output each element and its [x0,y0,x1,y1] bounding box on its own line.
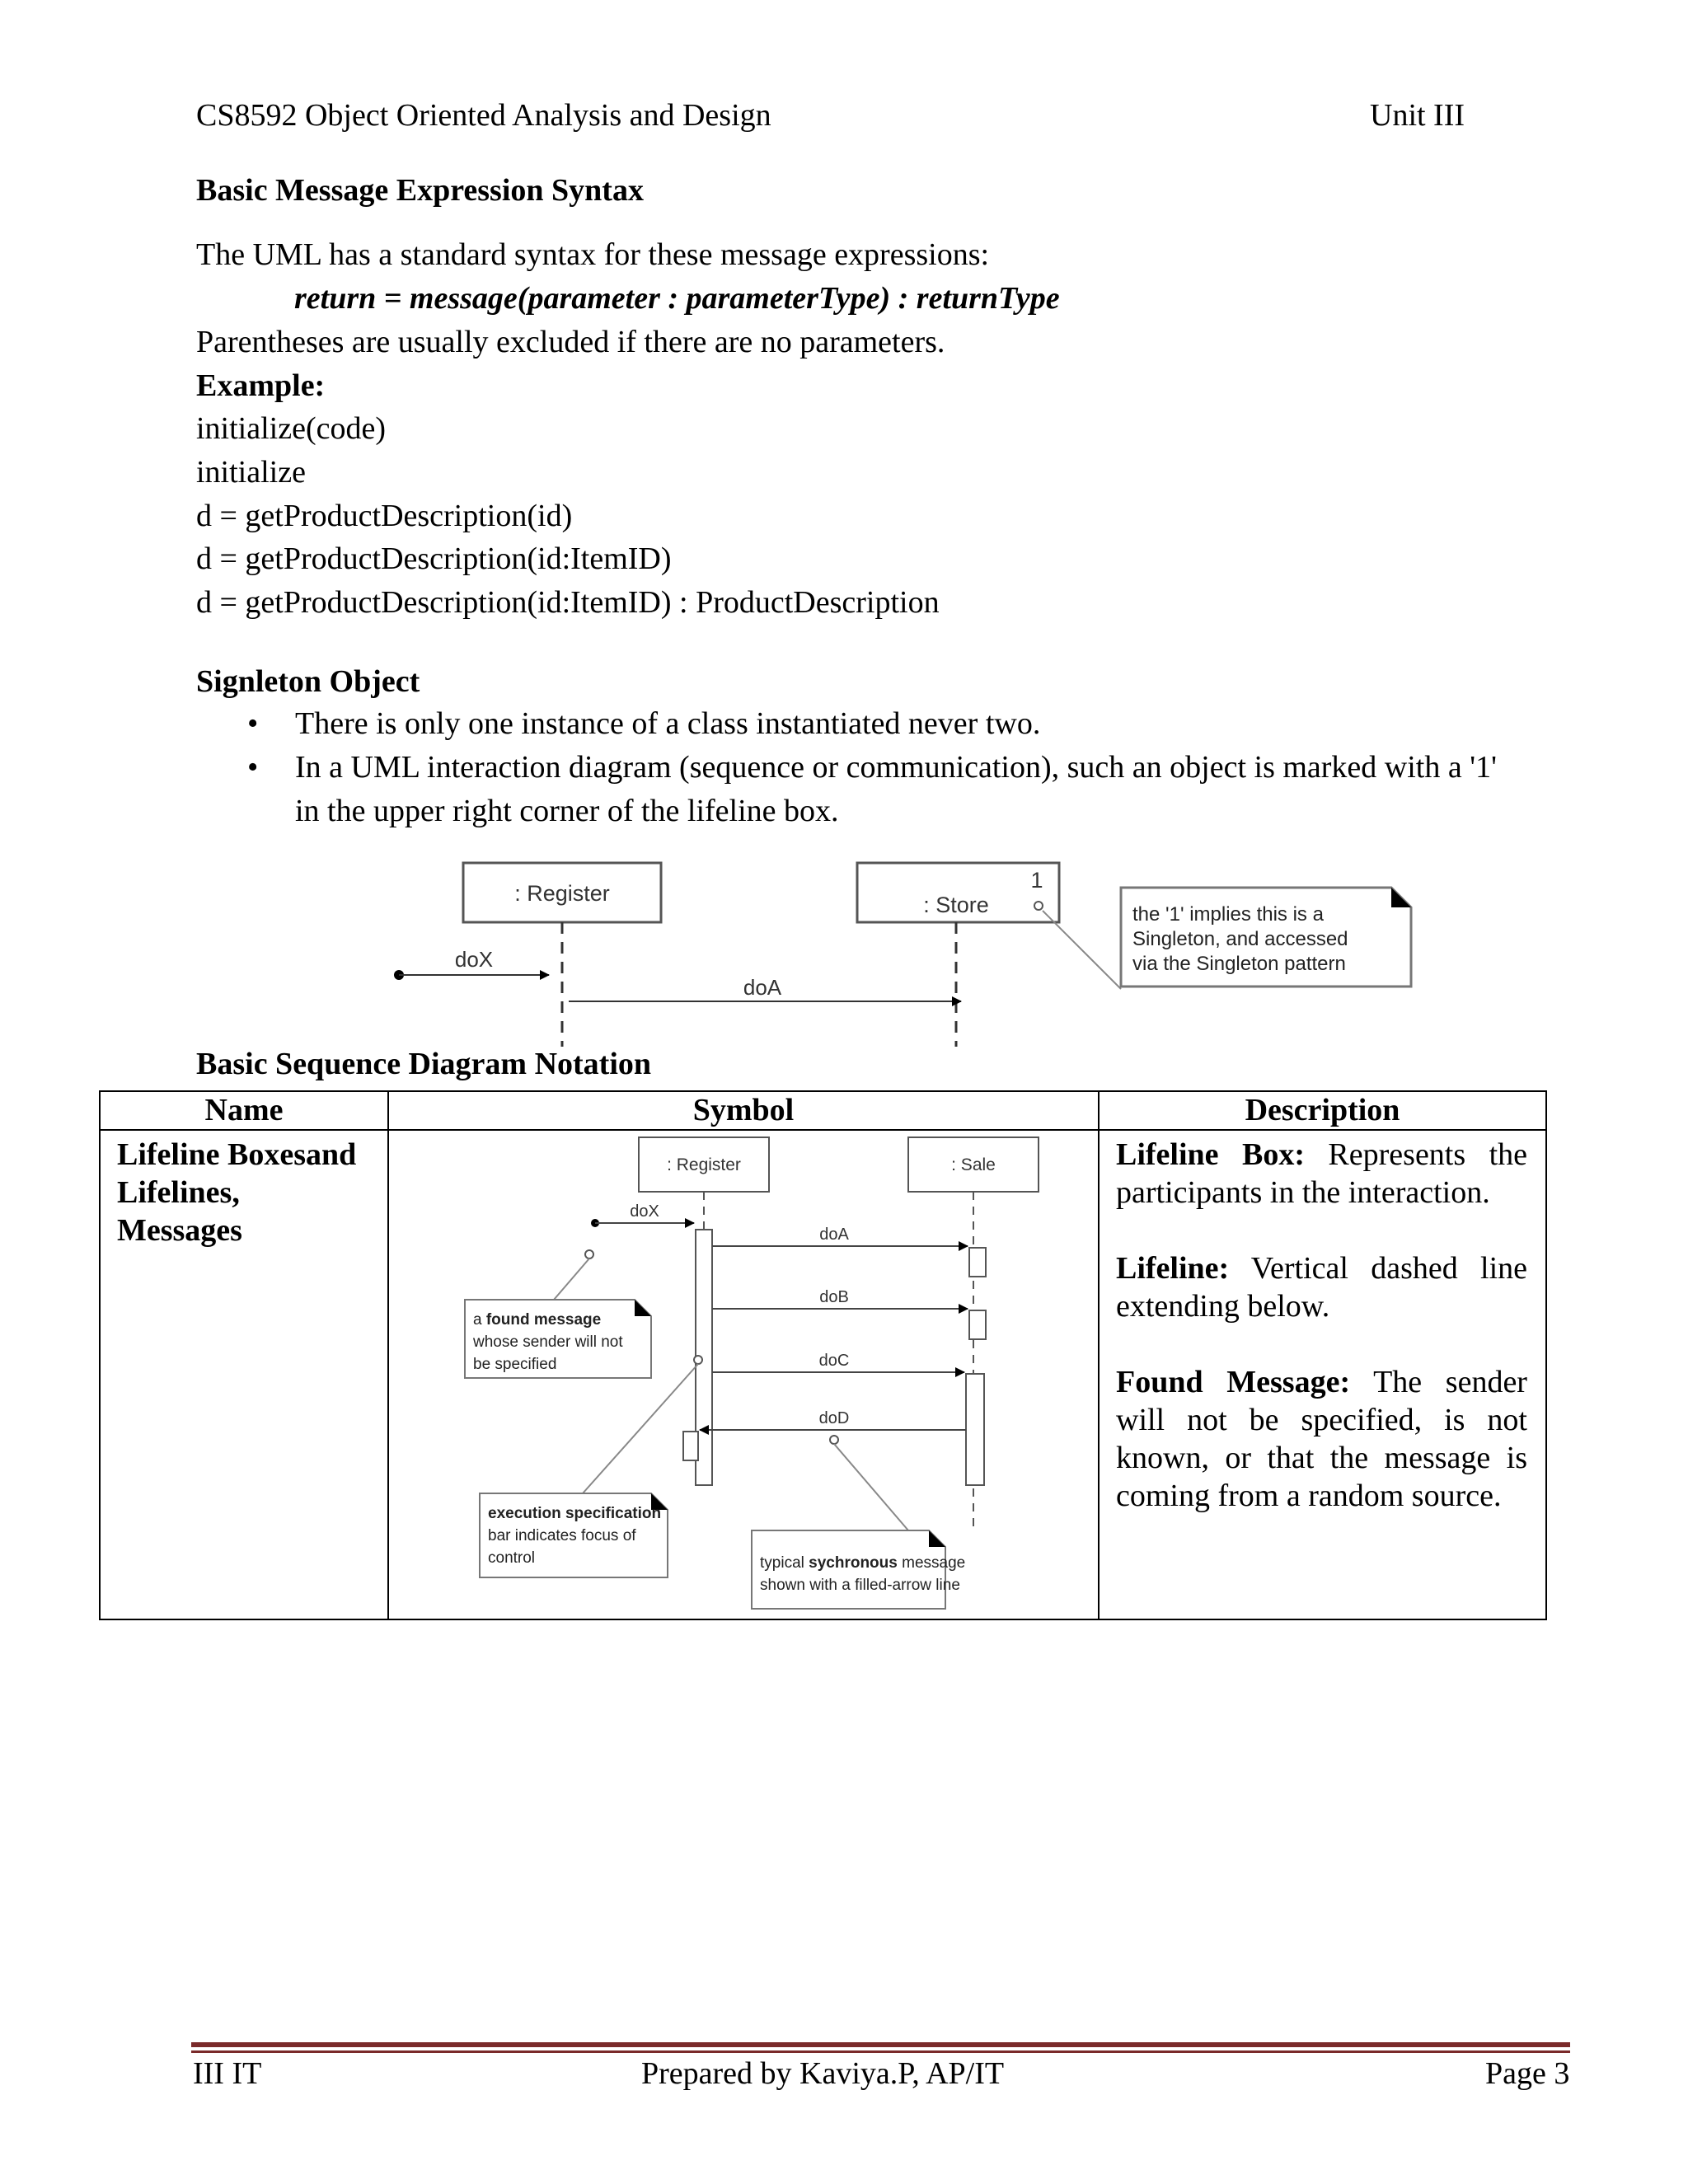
doa-label: doA [819,1226,849,1244]
found-note-line: a found message [473,1311,602,1329]
dod-label: doD [818,1409,850,1427]
exec-note-line: control [488,1549,536,1567]
table-row [100,1130,1546,1619]
note-fold-icon [1391,888,1411,907]
name-cell: Lifeline Boxesand Lifelines, Messages [100,1130,388,1619]
dox-label: doX [630,1202,659,1221]
sale-label: : Sale [951,1155,996,1174]
note-connector [834,1444,908,1530]
note-fold-icon [635,1300,651,1316]
note-fold-icon [929,1530,945,1547]
syntax-intro: The UML has a standard syntax for these message expressions: [196,237,990,272]
singleton-diagram [379,853,1426,1051]
note-connector [1043,911,1121,989]
exec-note-line: bar indicates focus of [488,1527,636,1544]
singleton-note-line: the '1' implies this is a [1132,903,1324,926]
example-line: initialize(code) [196,411,386,446]
syntax-note: Parentheses are usually excluded if there are no parameters. [196,325,945,359]
description-paragraph: Lifeline Box: Represents the participants in the interaction. [1116,1137,1528,1210]
doa-label: doA [743,975,782,1000]
header-unit: Unit III [1370,98,1465,133]
header-course: CS8592 Object Oriented Analysis and Design [196,98,771,133]
example-line: d = getProductDescription(id) [196,499,573,533]
sequence-diagram [389,1131,1098,1614]
example-line: initialize [196,455,306,490]
sale-execution-bar-c [966,1374,984,1485]
footer-center: Prepared by Kaviya.P, AP/IT [641,2056,1005,2091]
found-note-line: be specified [473,1356,557,1373]
description-paragraph: Found Message: The sender will not be specified, is not known, or that the message is coming from a random source. [1116,1365,1527,1513]
dob-label: doB [819,1288,849,1306]
register-label: : Register [667,1155,741,1174]
bullet-continuation: in the upper right corner of the lifeline box. [295,794,839,828]
example-label: Example: [196,368,326,403]
exec-note-line: execution specification [488,1505,662,1522]
notation-title: Basic Sequence Diagram Notation [196,1047,652,1081]
note-anchor-circle [830,1436,838,1444]
register-nested-bar [683,1432,698,1460]
notation-table [99,1090,1547,1620]
footer-left: III IT [193,2056,262,2091]
singleton-note-line: Singleton, and accessed [1132,928,1348,950]
description-paragraph: Lifeline: Vertical dashed line extending below. [1116,1251,1527,1324]
doc-label: doC [818,1352,850,1370]
sync-note-line: shown with a filled-arrow line [760,1577,960,1594]
singleton-title: Signleton Object [196,664,420,699]
singleton-note-line: via the Singleton pattern [1132,953,1346,975]
footer-rule [191,2042,1570,2047]
symbol-cell [388,1130,1099,1619]
note-anchor-circle [1034,902,1043,910]
description-cell [1099,1130,1546,1619]
dox-label: doX [454,947,494,972]
syntax-title: Basic Message Expression Syntax [196,173,644,208]
sale-execution-bar-a [969,1248,986,1277]
footer-page-number: Page 3 [1485,2056,1570,2091]
note-anchor-circle [694,1356,702,1364]
bullet-icon: • [247,750,259,785]
syntax-formula: return = message(parameter : parameterType) : returnType [294,281,1060,316]
bullet-icon: • [247,706,259,741]
register-label: : Register [514,881,610,906]
header-description: Description [1099,1091,1546,1130]
note-connector [583,1364,698,1493]
found-note-line: whose sender will not [473,1333,623,1351]
note-connector [554,1258,589,1300]
note-anchor-circle [585,1250,593,1258]
example-line: d = getProductDescription(id:ItemID) : ProductDescription [196,585,940,620]
sale-execution-bar-b [969,1310,986,1339]
multiplicity-label: 1 [1030,868,1043,893]
sync-note-line: typical sychronous message [760,1554,966,1572]
example-line: d = getProductDescription(id:ItemID) [196,541,672,576]
store-label: : Store [923,893,989,917]
header-name: Name [100,1091,388,1130]
header-symbol: Symbol [388,1091,1099,1130]
